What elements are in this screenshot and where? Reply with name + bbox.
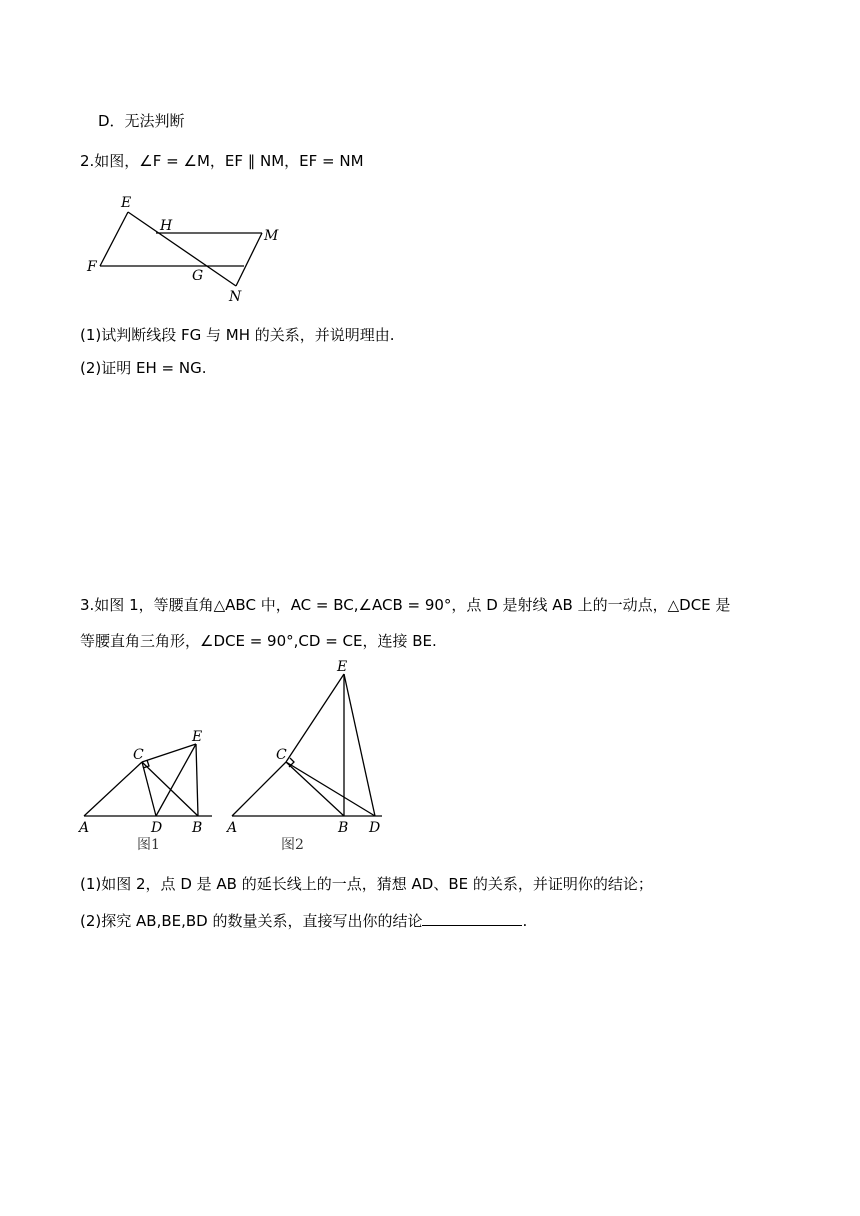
label-h: H [160, 218, 173, 234]
segment-ce [142, 744, 196, 762]
segment-de [344, 674, 375, 816]
figure-1-caption: 图1 [137, 837, 160, 853]
question-2-part-1: (1)试判断线段 FG 与 MH 的关系，并说明理由. [80, 326, 395, 344]
segment-cd [142, 762, 156, 816]
question-3-stem-line-2: 等腰直角三角形，∠DCE = 90°,CD = CE，连接 BE. [80, 632, 437, 650]
segment-mn [236, 233, 262, 286]
question-2-part-2: (2)证明 EH = NG. [80, 359, 207, 377]
label-c: C [133, 747, 144, 763]
label-m: M [264, 228, 279, 244]
label-b: B [192, 820, 203, 836]
label-c: C [276, 747, 287, 763]
label-a: A [79, 820, 90, 836]
label-d: D [369, 820, 381, 836]
segment-ce [286, 674, 344, 762]
right-angle-mark [289, 758, 294, 767]
segment-ac [84, 762, 142, 816]
question-3-part-2 [80, 911, 527, 931]
question-3-part-2-text: (2)探究 AB,BE,BD 的数量关系，直接写出你的结论 [80, 912, 423, 930]
label-g: G [192, 268, 204, 284]
right-angle-mark [143, 760, 149, 768]
label-e: E [337, 659, 348, 675]
label-e: E [192, 729, 203, 745]
question-3-part-1: (1)如图 2，点 D 是 AB 的延长线上的一点，猜想 AD、BE 的关系，并证明你的结论； [80, 875, 653, 893]
label-n: N [229, 289, 242, 305]
segment-cb [286, 762, 344, 816]
segment-de [156, 744, 196, 816]
label-b: B [338, 820, 349, 836]
label-d: D [151, 820, 163, 836]
segment-be [196, 744, 198, 816]
label-f: F [87, 259, 97, 275]
segment-cb [142, 762, 198, 816]
segment-en [128, 212, 236, 286]
question-3-part-2-period: . [522, 912, 528, 930]
segment-ef [100, 212, 128, 266]
option-d: D．无法判断 [98, 112, 185, 130]
label-e: E [121, 195, 132, 211]
answer-blank[interactable] [422, 911, 522, 926]
question-2-stem: 2.如图，∠F = ∠M，EF ∥ NM，EF = NM [80, 152, 364, 170]
segment-ac [232, 762, 286, 816]
segment-cd [286, 762, 375, 816]
figure-2-caption: 图2 [281, 837, 304, 853]
question-3-stem-line-1: 3.如图 1，等腰直角△ABC 中，AC = BC,∠ACB = 90°，点 D 是射线 AB 上的一动点，△DCE 是 [80, 596, 731, 614]
label-a: A [227, 820, 238, 836]
